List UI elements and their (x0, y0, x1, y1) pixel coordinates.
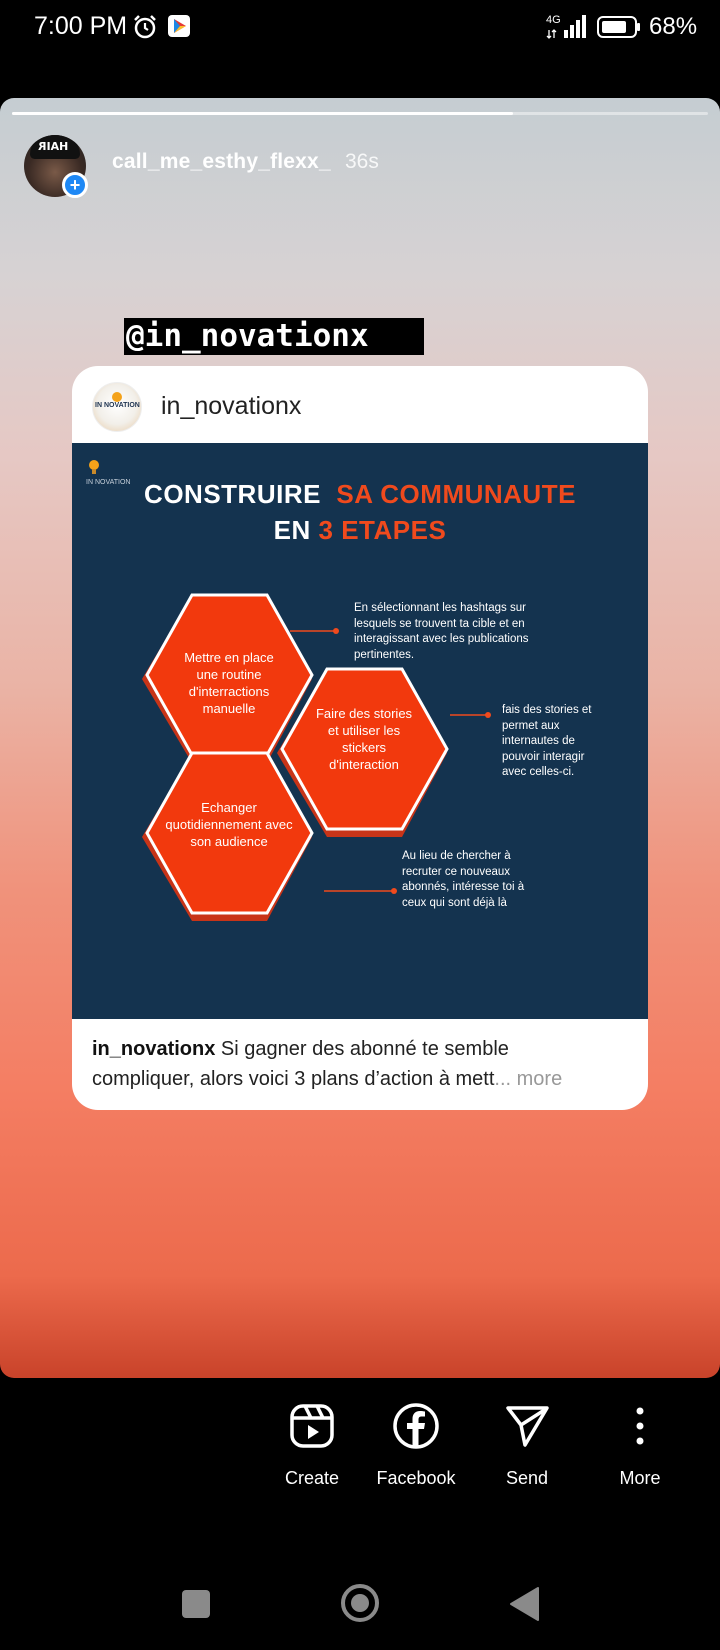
infographic-logo-text: IN NOVATION (86, 479, 131, 486)
post-account-name[interactable]: in_novationx (161, 392, 302, 420)
recents-square-icon[interactable] (182, 1590, 210, 1618)
system-nav-bar (0, 1560, 720, 1650)
add-story-plus-icon[interactable]: + (62, 172, 88, 198)
story-viewer[interactable] (0, 98, 720, 1378)
caption-username[interactable]: in_novationx (92, 1038, 216, 1060)
shared-post-card[interactable] (72, 366, 648, 1110)
create-label: Create (284, 1468, 340, 1488)
caption-text: Si gagner des abonné te semble compliquer, alors voici 3 plans d’action à mett (92, 1038, 509, 1090)
back-triangle-icon[interactable] (508, 1586, 540, 1622)
reels-icon (288, 1402, 336, 1450)
facebook-label: Facebook (376, 1468, 456, 1488)
post-image (72, 443, 648, 1019)
more-vertical-icon (616, 1402, 664, 1450)
story-progress-fill (12, 112, 513, 115)
post-avatar-logo-text: IN NOVATION (95, 402, 140, 409)
caption-more-link[interactable]: ... more (494, 1068, 563, 1090)
desc-2-text: fais des stories et permet aux internautes de pouvoir interagir avec celles-ci. (502, 704, 592, 778)
story-time-ago: 36s (345, 150, 379, 173)
avatar-cap-text: HAIR (38, 140, 69, 153)
battery-icon (597, 16, 641, 38)
story-action-bar (0, 1390, 720, 1510)
post-caption[interactable] (92, 1034, 602, 1094)
story-progress-bar (12, 112, 708, 115)
infographic-title-line-1: CONSTRUIRE SA COMMUNAUTE (144, 479, 576, 509)
post-account-avatar[interactable] (92, 382, 142, 432)
facebook-icon (392, 1402, 440, 1450)
create-button[interactable] (257, 1390, 367, 1489)
story-username[interactable]: call_me_esthy_flexx_ (112, 150, 331, 173)
desc-3-text: Au lieu de chercher à recruter ce nouveaux abonnés, intéresse toi à ceux qui sont déjà là (402, 850, 525, 909)
send-icon (503, 1402, 551, 1450)
signal-icon (546, 12, 588, 40)
battery-percent: 68% (649, 13, 698, 40)
facebook-button[interactable] (361, 1390, 471, 1489)
send-label: Send (505, 1468, 549, 1488)
hex-1-text: Mettre en place une routine d'interractions manuelle (184, 650, 274, 716)
desc-1-text: En sélectionnant les hashtags sur lesquels se trouvent ta cible et en interagissant avec les publications pertinentes. (354, 602, 529, 661)
mention-sticker[interactable]: @in_novationx (124, 318, 424, 355)
bulb-icon (112, 392, 122, 402)
network-type: 4G (546, 14, 561, 26)
more-button[interactable] (585, 1390, 695, 1489)
alarm-icon (132, 14, 158, 40)
send-button[interactable] (472, 1390, 582, 1489)
home-circle-icon[interactable] (341, 1584, 379, 1622)
more-label: More (619, 1468, 661, 1488)
hex-2-text: Faire des stories et utiliser les stickers d'interaction (315, 706, 413, 772)
status-time: 7:00 PM (34, 12, 128, 40)
infographic-title-line-2: EN 3 ETAPES (273, 515, 447, 545)
play-store-icon (168, 15, 190, 37)
status-bar (0, 0, 720, 56)
hex-3-text: Echanger quotidiennement avec son audience (165, 800, 293, 849)
